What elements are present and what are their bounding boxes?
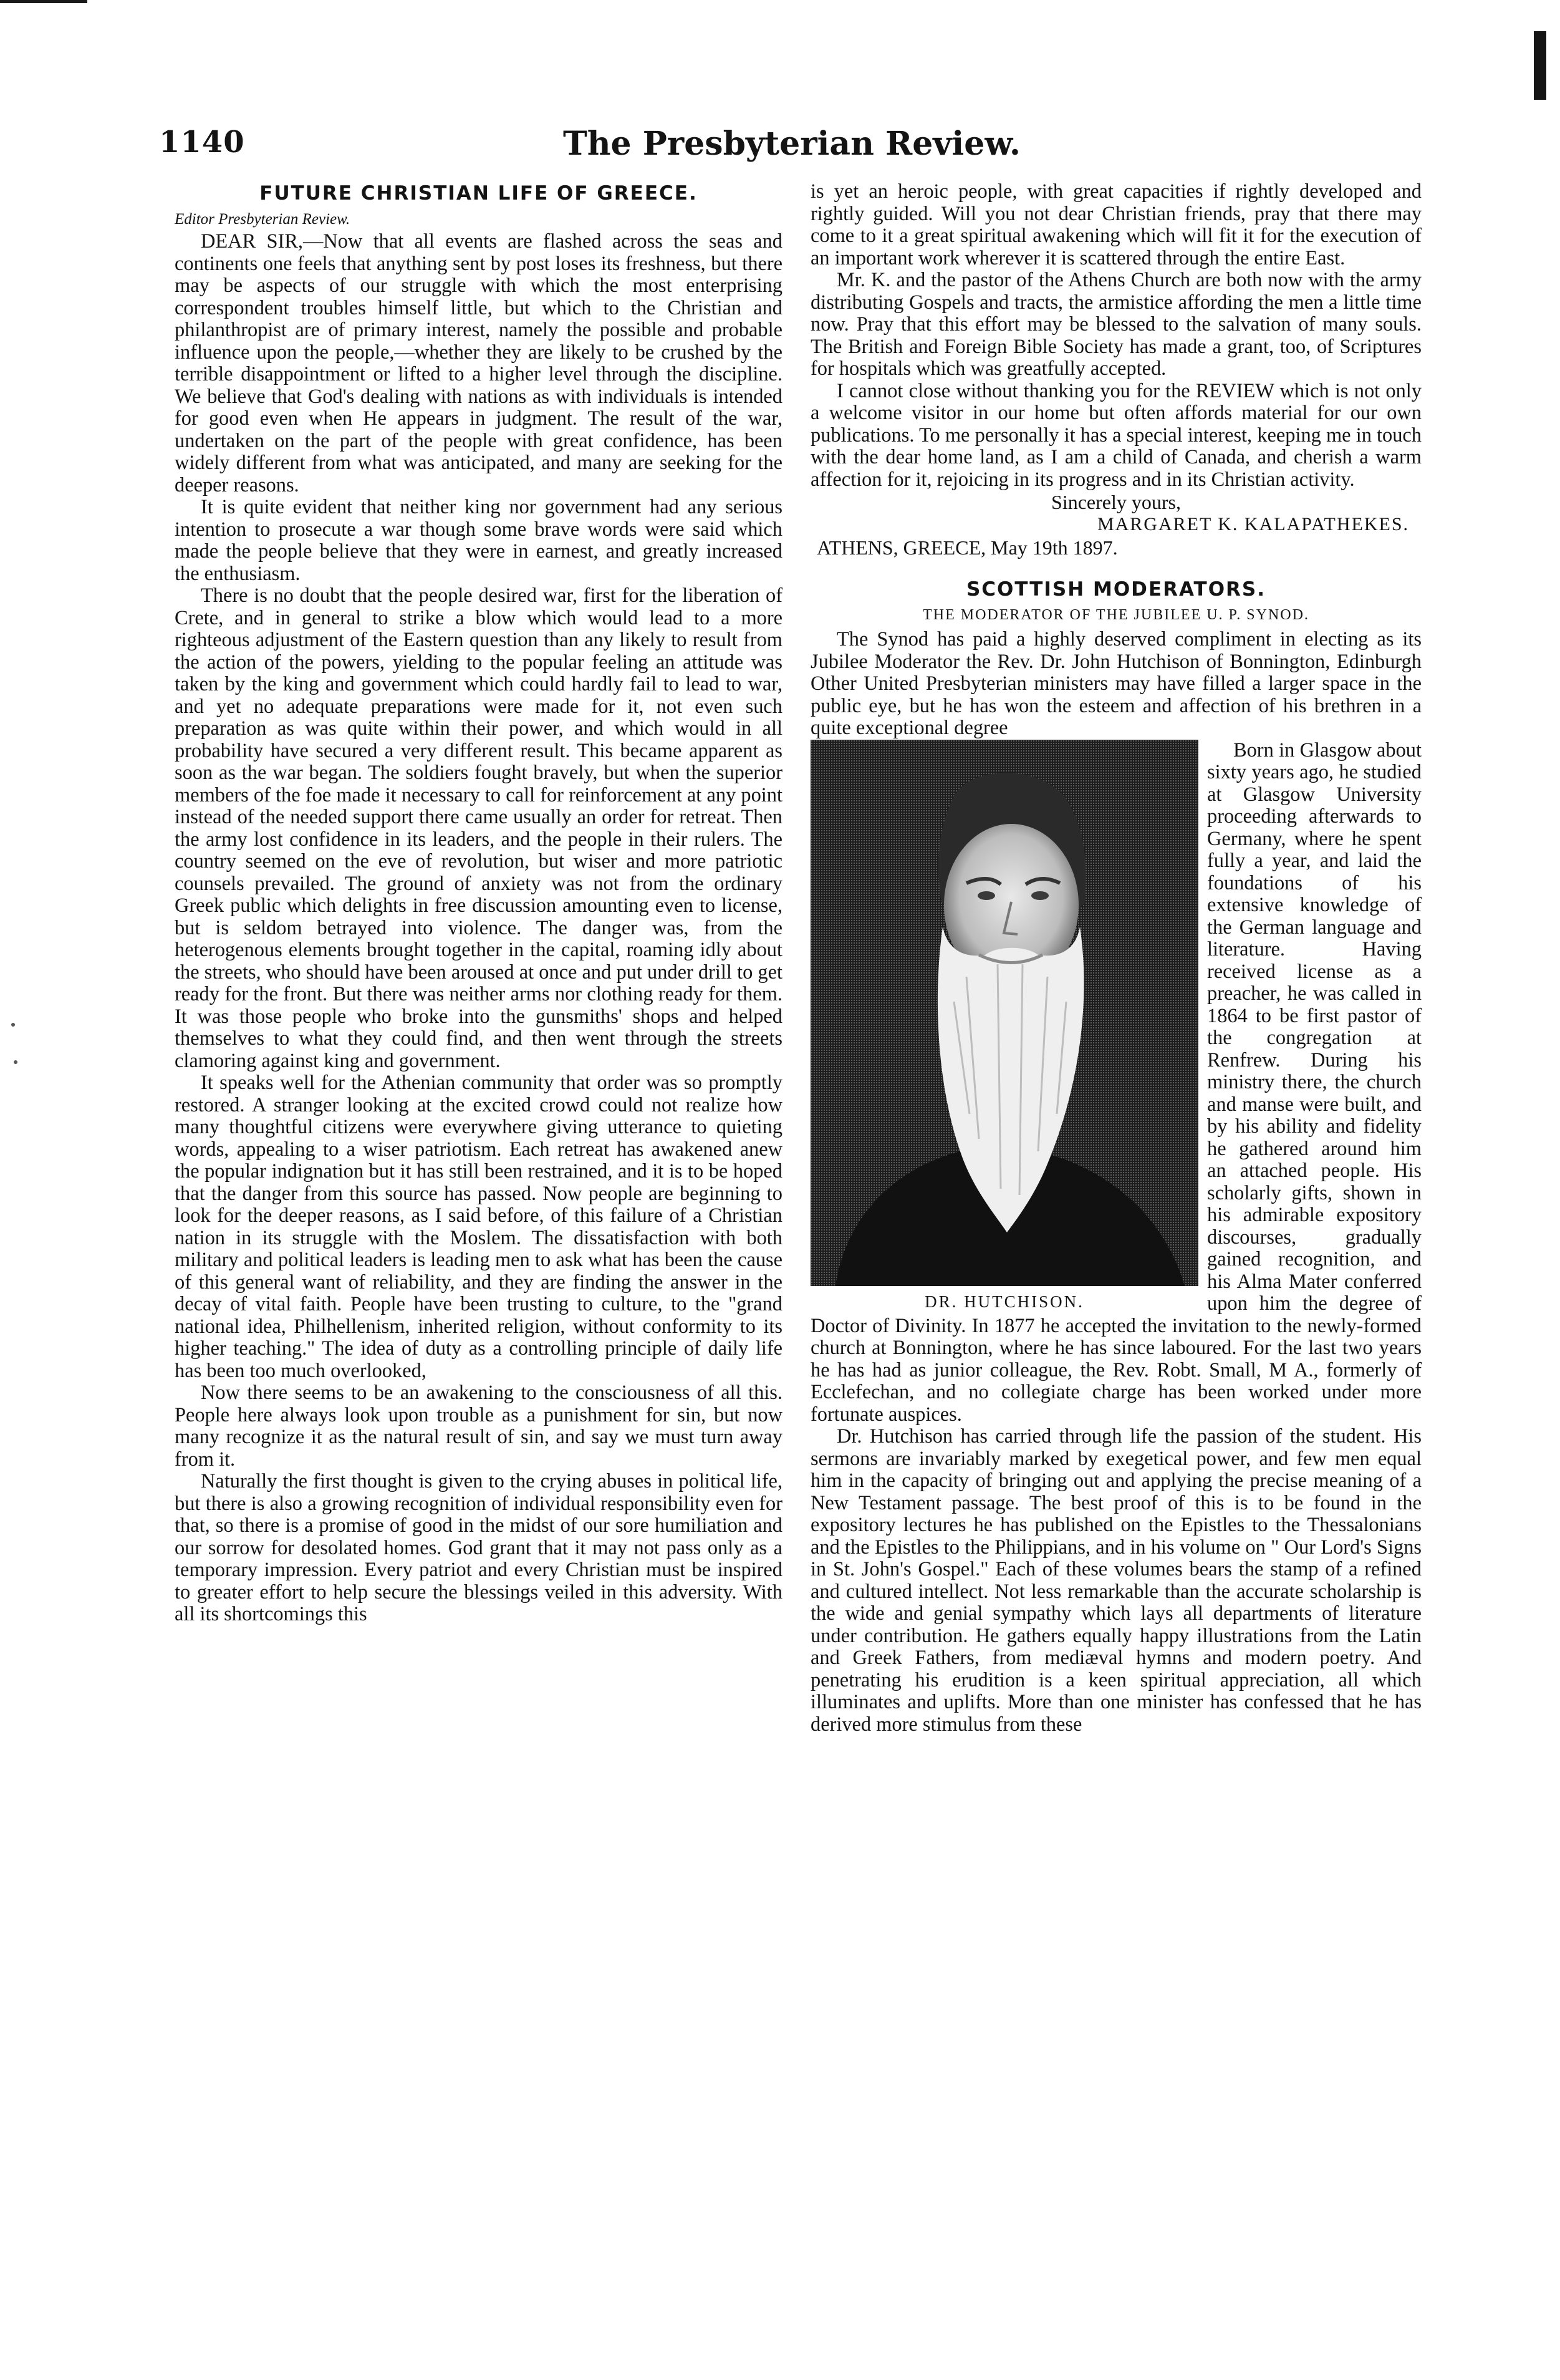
article-heading-greece: FUTURE CHRISTIAN LIFE OF GREECE.	[259, 182, 698, 205]
article-paragraph: Born in Glasgow about sixty years ago, he studied at Glasgow University proceeding afterwards to Germany, where he spent fully a year, and laid the foundations of his extensive knowledge of the German language and literature. Having received license as a preacher, he was called in 1864 to be first pastor of the congregation at Renfrew. During his ministry there, the church and manse were built, and by his ability and fidelity he gathered around him an attached people. His scholarly gifts, shown in his admirable expository discourses, gradually gained recognition, and his Alma Mater conferred upon him the degree of Doctor of Divinity. In 1877 he accepted the invitation to the newly-formed church at Bonnington, where he has since laboured. For the last two years he has had as junior colleague, the Rev. Robt. Small, M A., formerly of Ecclefechan, and no collegiate charge has been worked under more fortunate auspices.	[811, 738, 1422, 1426]
scan-speck	[14, 1060, 17, 1064]
page-header	[159, 125, 1425, 175]
letter-signoff: Sincerely yours,	[1051, 491, 1181, 513]
page-number: 1140	[159, 125, 245, 160]
journal-title: The Presbyterian Review.	[563, 125, 1021, 163]
article-paragraph: Mr. K. and the pastor of the Athens Church are both now with the army distributing Gospels and tracts, the armistice affording the men a little time now. Pray that this effort may be blessed to the salvation of many souls. The British and Foreign Bible Society has made a grant, too, of Scriptures for hospitals which was greatfully accepted.	[811, 269, 1422, 380]
article-paragraph: It speaks well for the Athenian community that order was so promptly restored. A stranger looking at the excited crowd could not realize how many thoughtful citizens were everywhere giving utterance to quieting words, appealing to a wiser patriotism. Each retreat has awakened anew the popular indignation but it has still been restrained, and it is to be hoped that the danger from this source has passed. Now people are beginning to look for the deeper reasons, as I said before, of this failure of a Christian nation in its struggle with the Moslem. The dissatisfaction with both military and political leaders is leading men to ask what has been the cause of this general want of reliability, and they are finding the answer in the decay of vital faith. People have been trusting to culture, to the "grand national idea, Philhellenism, inherited religion, without conformity to its higher teaching." The idea of duty as a controlling principle of daily life has been too much overlooked,	[175, 1071, 782, 1382]
article-heading-moderators: SCOTTISH MODERATORS.	[966, 578, 1266, 601]
article-paragraph: There is no doubt that the people desired war, first for the liberation of Crete, and in general to strike a blow which would lead to a more righteous adjustment of the Eastern question than any likely to result from the action of the powers, yielding to the popular feeling an attitude was taken by the king and government which could hardly fail to lead to war, and yet no adequate preparations were made for it, not even such preparation as was quite within their power, and which would in all probability have secured a very different result. This became apparent as soon as the war began. The soldiers fought bravely, but when the superior members of the foe made it necessary to call for reinforcement at any point instead of the needed support there came usually an order for retreat. Then the army lost confidence in its leaders, and the people in their rulers. The country seemed on the eve of revolution, but wiser and more patriotic counsels prevailed. The ground of anxiety was not from the ordinary Greek public which delights in free discussion amounting even to license, but is seldom betrayed into violence. The danger was, from the heterogenous elements brought together in the capital, roaming idly about the streets, who should have been aroused at once and put under drill to get ready for the front. But there was neither arms nor clothing ready for them. It was those people who broke into the gunsmiths' shops and helped themselves to what they could find, and then went through the streets clamoring against king and government.	[175, 584, 782, 1072]
scan-speck	[11, 1023, 15, 1027]
article-paragraph: DEAR SIR,—Now that all events are flashed across the seas and continents one feels that anything sent by post loses its freshness, but there may be aspects of our struggle with which the most enterprising correspondent troubles himself little, but which to the Christian and philanthropist are of primary interest, namely the possible and probable influence upon the people,—whether they are likely to be crushed by the terrible disappointment or lifted to a higher level through the discipline. We believe that God's dealing with nations as with individuals is intended for good even when He appears in judgment. The result of the war, undertaken on the part of the people with great confidence, has been widely different from what was anticipated, and many are seeking for the deeper reasons.	[175, 230, 782, 496]
portrait-caption: DR. HUTCHISON.	[925, 1292, 1084, 1311]
article-paragraph: Dr. Hutchison has carried through life the passion of the student. His sermons are invariably marked by exegetical power, and few men equal him in the capacity of bringing out and applying the precise meaning of a New Testament passage. The best proof of this is to be found in the expository lectures he has published on the Epistles to the Thessalonians and the Epistles to the Philippians, and in his volume on " Our Lord's Signs in St. John's Gospel." Each of these volumes bears the stamp of a refined and cultured intellect. Not less remarkable than the accurate scholarship is the wide and genial sympathy which lays all departments of literature under contribution. He gathers equally happy illustrations from the Latin and Greek Fathers, from mediæval hymns and modern poetry. And penetrating his erudition is a keen spiritual appreciation, all which illuminates and uplifts. More than one minister has confessed that he has derived more stimulus from these	[811, 1425, 1422, 1736]
article-paragraph: The Synod has paid a highly deserved compliment in electing as its Jubilee Moderator the Rev. Dr. John Hutchison of Bonnington, Edinburgh Other United Presbyterian ministers may have filled a larger space in the public eye, but he has won the esteem and affection of his brethren in a quite exceptional degree	[811, 628, 1422, 740]
right-column	[811, 181, 1422, 1736]
scan-edge-right	[1534, 31, 1546, 100]
letter-signature: MARGARET K. KALAPATHEKES.	[1097, 514, 1409, 535]
scan-edge-top	[0, 0, 87, 3]
article-paragraph: I cannot close without thanking you for the REVIEW which is not only a welcome visitor in our home but often affords material for our own publications. To me personally it has a special interest, keeping me in touch with the dear home land, as I am a child of Canada, and cherish a warm affection for it, rejoicing in its progress and in its Christian activity.	[811, 379, 1422, 491]
article-paragraph: Now there seems to be an awakening to the consciousness of all this. People here always look upon trouble as a punishment for sin, but now many recognize it as the natural result of sin, and say we must turn away from it.	[175, 1381, 782, 1471]
left-column	[175, 181, 782, 1626]
article-paragraph: It is quite evident that neither king nor government had any serious intention to prosecute a war though some brave words were said which made the people believe that they were in earnest, and greatly increased the enthusiasm.	[175, 496, 782, 585]
portrait-figure	[811, 740, 1198, 1312]
editor-salutation: Editor Presbyterian Review.	[175, 211, 350, 228]
article-paragraph: Naturally the first thought is given to the crying abuses in political life, but there is also a growing recognition of individual responsibility even for that, so there is a promise of good in the midst of our sore humiliation and our sorrow for desolated homes. God grant that it may not pass only as a temporary impression. Every patriot and every Christian must be inspired to greater effort to help secure the blessings veiled in this adversity. With all its shortcomings this	[175, 1470, 782, 1626]
letter-place-date: ATHENS, GREECE, May 19th 1897.	[817, 536, 1118, 559]
portrait-image	[811, 740, 1198, 1286]
article-subheading: THE MODERATOR OF THE JUBILEE U. P. SYNOD.	[923, 607, 1309, 624]
article-paragraph: is yet an heroic people, with great capacities if rightly developed and rightly guided. Will you not dear Christian friends, pray that there may come to it a great spiritual awakening which will fit it for the execution of an important work wherever it is scattered through the entire East.	[811, 180, 1422, 269]
